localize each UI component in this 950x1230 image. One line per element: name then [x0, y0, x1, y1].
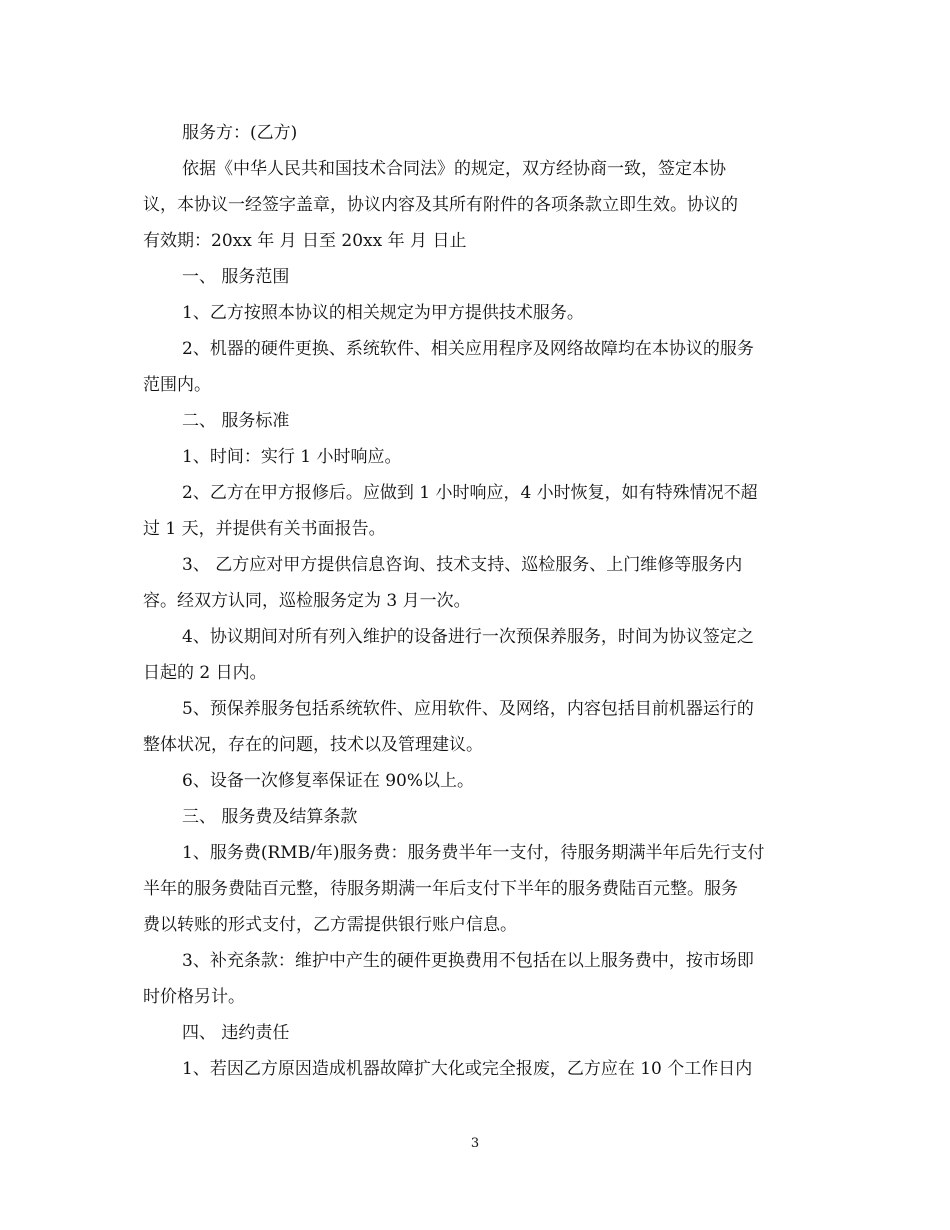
clause-line: 2、乙方在甲方报修后。应做到 1 小时响应，4 小时恢复，如有特殊情况不超 — [182, 483, 758, 503]
paragraph-line: 议，本协议一经签字盖章，协议内容及其所有附件的各项条款立即生效。协议的 — [143, 195, 738, 215]
clause-line: 半年的服务费陆百元整，待服务期满一年后支付下半年的服务费陆百元整。服务 — [143, 879, 738, 899]
party-b-line: 服务方：(乙方) — [182, 123, 298, 143]
clause-line: 过 1 天，并提供有关书面报告。 — [143, 519, 386, 539]
clause-line: 1、若因乙方原因造成机器故障扩大化或完全报废，乙方应在 10 个工作日内 — [182, 1059, 753, 1079]
clause-line: 1、乙方按照本协议的相关规定为甲方提供技术服务。 — [182, 303, 584, 323]
clause-line: 5、预保养服务包括系统软件、应用软件、及网络，内容包括目前机器运行的 — [182, 699, 754, 719]
page-number: 3 — [470, 1136, 480, 1151]
clause-line: 3、 乙方应对甲方提供信息咨询、技术支持、巡检服务、上门维修等服务内 — [182, 555, 743, 575]
section-heading: 三、 服务费及结算条款 — [182, 807, 358, 827]
clause-line: 费以转账的形式支付，乙方需提供银行账户信息。 — [143, 915, 517, 935]
paragraph-line: 依据《中华人民共和国技术合同法》的规定，双方经协商一致，签定本协 — [182, 159, 726, 179]
clause-line: 整体状况，存在的问题，技术以及管理建议。 — [143, 735, 483, 755]
section-heading: 二、 服务标准 — [182, 411, 290, 431]
clause-line: 6、设备一次修复率保证在 90%以上。 — [182, 771, 475, 791]
clause-line: 范围内。 — [143, 375, 211, 395]
section-heading: 四、 违约责任 — [182, 1023, 290, 1043]
clause-line: 3、补充条款：维护中产生的硬件更换费用不包括在以上服务费中，按市场即 — [182, 951, 754, 971]
section-heading: 一、 服务范围 — [182, 267, 290, 287]
clause-line: 1、时间：实行 1 小时响应。 — [182, 447, 402, 467]
clause-line: 4、协议期间对所有列入维护的设备进行一次预保养服务，时间为协议签定之 — [182, 627, 754, 647]
clause-line: 1、服务费(RMB/年)服务费：服务费半年一支付，待服务期满半年后先行支付 — [182, 843, 765, 863]
clause-line: 2、机器的硬件更换、系统软件、相关应用程序及网络故障均在本协议的服务 — [182, 339, 754, 359]
clause-line: 日起的 2 日内。 — [143, 663, 267, 683]
validity-period-line: 有效期：20xx 年 月 日至 20xx 年 月 日止 — [143, 231, 467, 251]
clause-line: 容。经双方认同，巡检服务定为 3 月一次。 — [143, 591, 471, 611]
clause-line: 时价格另计。 — [143, 987, 245, 1007]
